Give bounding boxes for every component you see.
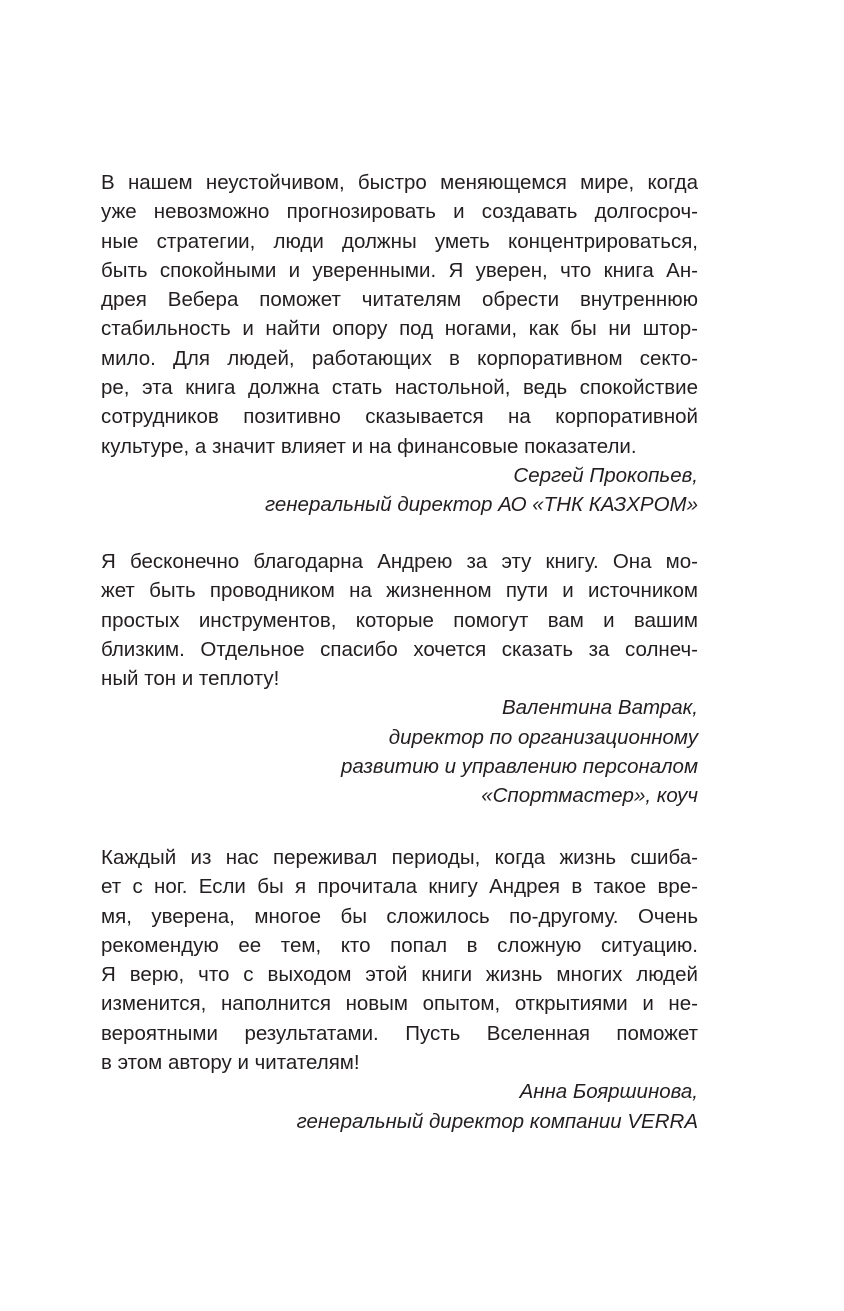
quote-line: жет быть проводником на жизненном пути и источником [101, 579, 698, 603]
quote-line: уже невозможно прогнозировать и создавать долгосроч- [101, 200, 698, 224]
signature-author: Сергей Прокопьев, [513, 463, 698, 487]
quote-line: в этом автору и читателям! [101, 1051, 360, 1075]
quote-line: Каждый из нас переживал периоды, когда жизнь сшиба- [101, 846, 698, 869]
signature-author: Валентина Ватрак, [501, 696, 698, 720]
signature-title: генеральный директор компании VERRA [296, 1109, 698, 1133]
signature-title: директор по организационному [388, 725, 698, 749]
signature-title: развитию и управлению персоналом [341, 755, 698, 779]
quote-line: культуре, а значит влияет и на финансовые показатели. [101, 434, 637, 458]
quote-line: ре, эта книга должна стать настольной, ведь спокойствие [101, 376, 698, 400]
quote-line: мило. Для людей, работающих в корпоративном секто- [101, 346, 698, 370]
quote-line: стабильность и найти опору под ногами, как бы ни штор- [101, 317, 698, 341]
quote-line: ный тон и теплоту! [101, 667, 280, 691]
quote-line: простых инструментов, которые помогут вам и вашим [101, 608, 698, 632]
quote-line: ные стратегии, люди должны уметь концентрироваться, [101, 229, 698, 253]
signature-author: Анна Бояршинова, [519, 1080, 698, 1104]
quote-line: дрея Вебера поможет читателям обрести внутреннюю [101, 288, 698, 312]
quote-line: рекомендую ее тем, кто попал в сложную ситуацию. [101, 933, 698, 957]
signature-title: «Спортмастер», коуч [481, 784, 698, 808]
quote-line: ет с ног. Если бы я прочитала книгу Андрея в такое вре- [101, 875, 698, 899]
quote-line: изменится, наполнится новым опытом, открытиями и не- [101, 992, 698, 1016]
quote-line: В нашем неустойчивом, быстро меняющемся мире, когда [101, 171, 698, 194]
quote-line: близким. Отдельное спасибо хочется сказать за солнеч- [101, 637, 698, 661]
testimonial-1 [101, 168, 698, 520]
quote-line: Я бесконечно благодарна Андрею за эту книгу. Она мо- [101, 550, 698, 573]
testimonial-2 [101, 547, 698, 811]
signature-title: генеральный директор АО «ТНК КАЗХРОМ» [264, 493, 698, 517]
testimonial-3 [101, 843, 698, 1136]
quote-line: быть спокойными и уверенными. Я уверен, что книга Ан- [101, 258, 698, 282]
quote-line: Я верю, что с выходом этой книги жизнь многих людей [101, 963, 698, 987]
quote-line: вероятными результатами. Пусть Вселенная поможет [101, 1021, 698, 1045]
quote-line: сотрудников позитивно сказывается на корпоративной [101, 405, 698, 429]
quote-line: мя, уверена, многое бы сложилось по-другому. Очень [101, 904, 698, 928]
